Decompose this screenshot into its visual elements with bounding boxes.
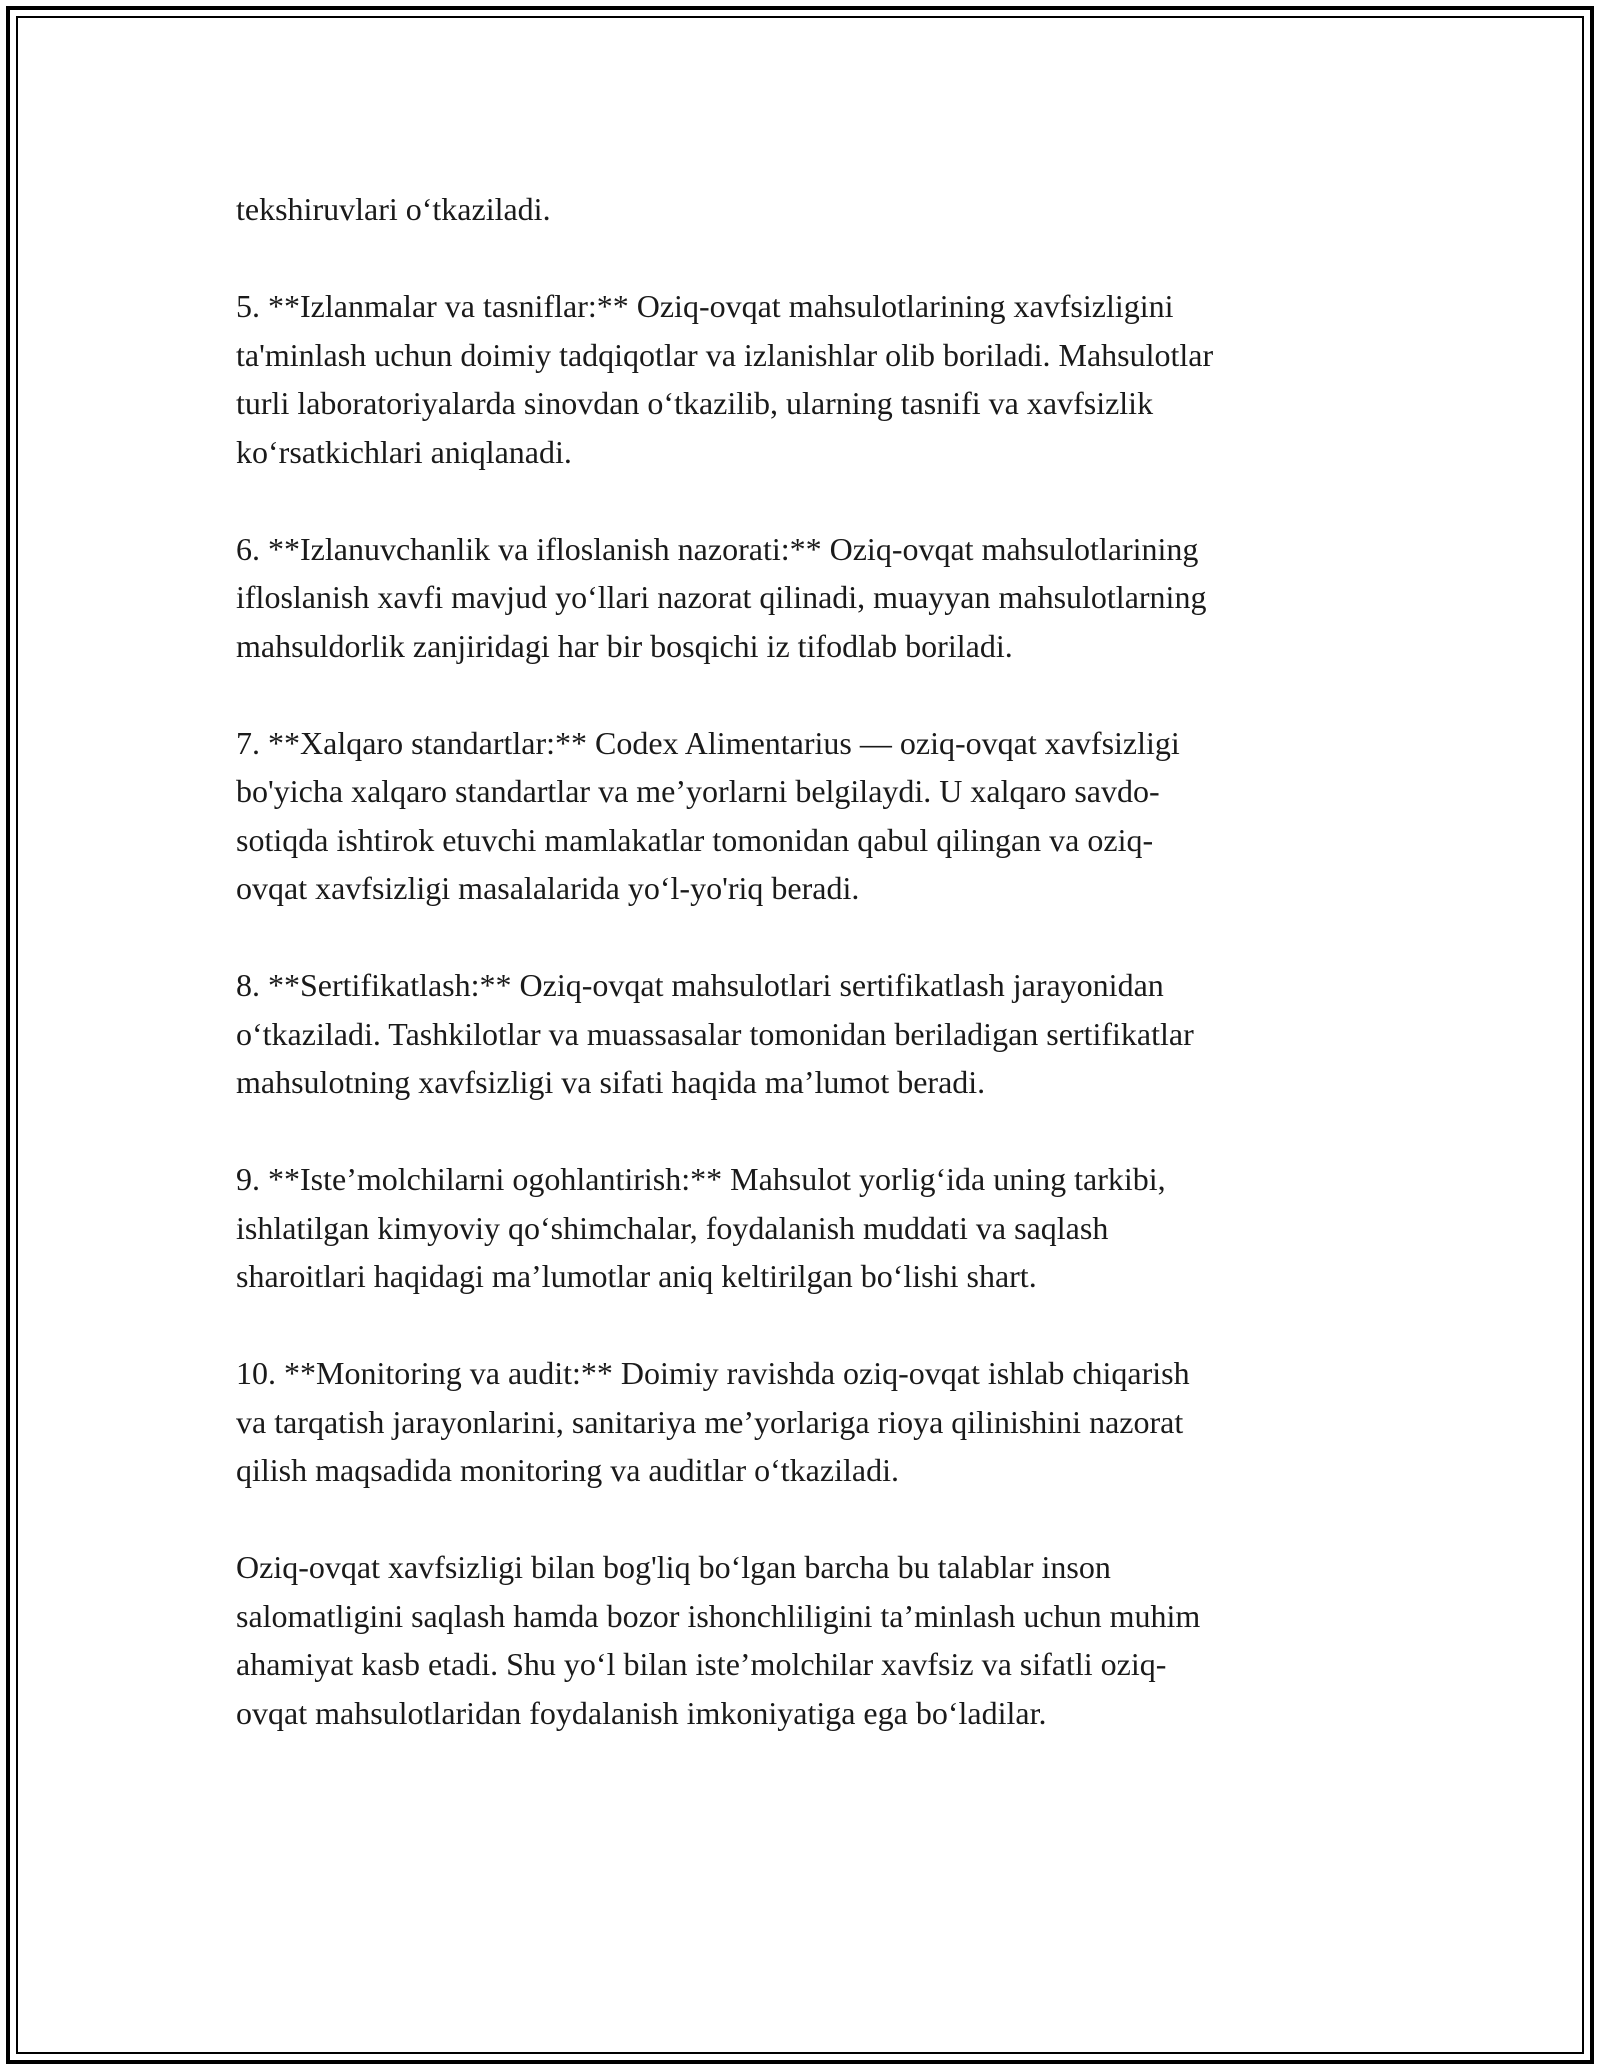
- text-line: va tarqatish jarayonlarini, sanitariya me’yorlariga rioya qilinishini nazorat: [236, 1403, 1184, 1440]
- text-line: mahsuldorlik zanjiridagi har bir bosqichi iz tifodlab boriladi.: [236, 627, 1013, 664]
- paragraph-conclusion: [236, 1543, 1366, 1737]
- text-line: bo'yicha xalqaro standartlar va me’yorlarni belgilaydi. U xalqaro savdo-: [236, 773, 1160, 809]
- paragraph-item-6: [236, 525, 1366, 671]
- text-line: Oziq-ovqat xavfsizligi bilan bog'liq bo‘lgan barcha bu talablar inson: [236, 1549, 1111, 1585]
- text-line: ishlatilgan kimyoviy qo‘shimchalar, foydalanish muddati va saqlash: [236, 1209, 1109, 1246]
- text-line: sotiqda ishtirok etuvchi mamlakatlar tomonidan qabul qilingan va oziq-: [236, 821, 1154, 858]
- text-line: tekshiruvlari o‘tkaziladi.: [236, 191, 551, 227]
- text-line: ovqat xavfsizligi masalalarida yo‘l-yo'riq beradi.: [236, 870, 860, 906]
- text-line: 5. **Izlanmalar va tasniflar:** Oziq-ovqat mahsulotlarining xavfsizligini: [236, 288, 1174, 324]
- text-line: ovqat mahsulotlaridan foydalanish imkoniyatiga ega bo‘ladilar.: [236, 1694, 1047, 1731]
- paragraph-continuation: [236, 185, 1366, 234]
- text-line: salomatligini saqlash hamda bozor ishonchliligini ta’minlash uchun muhim: [236, 1597, 1201, 1634]
- paragraph-item-8: [236, 961, 1366, 1107]
- paragraph-item-5: [236, 282, 1366, 476]
- text-line: turli laboratoriyalarda sinovdan o‘tkazilib, ularning tasnifi va xavfsizlik: [236, 385, 1154, 421]
- text-line: 6. **Izlanuvchanlik va ifloslanish nazorati:** Oziq-ovqat mahsulotlarining: [236, 530, 1199, 567]
- paragraph-item-10: [236, 1349, 1366, 1495]
- text-line: 9. **Iste’molchilarni ogohlantirish:** Mahsulot yorlig‘ida uning tarkibi,: [236, 1161, 1166, 1197]
- text-line: ifloslanish xavfi mavjud yo‘llari nazorat qilinadi, muayyan mahsulotlarning: [236, 579, 1207, 615]
- text-line: ta'minlash uchun doimiy tadqiqotlar va izlanishlar olib boriladi. Mahsulotlar: [236, 336, 1214, 373]
- text-line: o‘tkaziladi. Tashkilotlar va muassasalar tomonidan beriladigan sertifikatlar: [236, 1015, 1194, 1052]
- paragraph-item-7: [236, 719, 1366, 913]
- text-line: ahamiyat kasb etadi. Shu yo‘l bilan iste’molchilar xavfsiz va sifatli oziq-: [236, 1646, 1167, 1682]
- text-line: 8. **Sertifikatlash:** Oziq-ovqat mahsulotlari sertifikatlash jarayonidan: [236, 967, 1164, 1003]
- text-line: ko‘rsatkichlari aniqlanadi.: [236, 433, 572, 470]
- paragraph-item-9: [236, 1155, 1366, 1301]
- text-line: mahsulotning xavfsizligi va sifati haqida ma’lumot beradi.: [236, 1064, 986, 1100]
- text-line: qilish maqsadida monitoring va auditlar o‘tkaziladi.: [236, 1452, 899, 1488]
- document-body: [236, 185, 1366, 1786]
- text-line: 7. **Xalqaro standartlar:** Codex Alimentarius — oziq-ovqat xavfsizligi: [236, 724, 1180, 761]
- text-line: sharoitlari haqidagi ma’lumotlar aniq keltirilgan bo‘lishi shart.: [236, 1258, 1037, 1294]
- text-line: 10. **Monitoring va audit:** Doimiy ravishda oziq-ovqat ishlab chiqarish: [236, 1355, 1190, 1391]
